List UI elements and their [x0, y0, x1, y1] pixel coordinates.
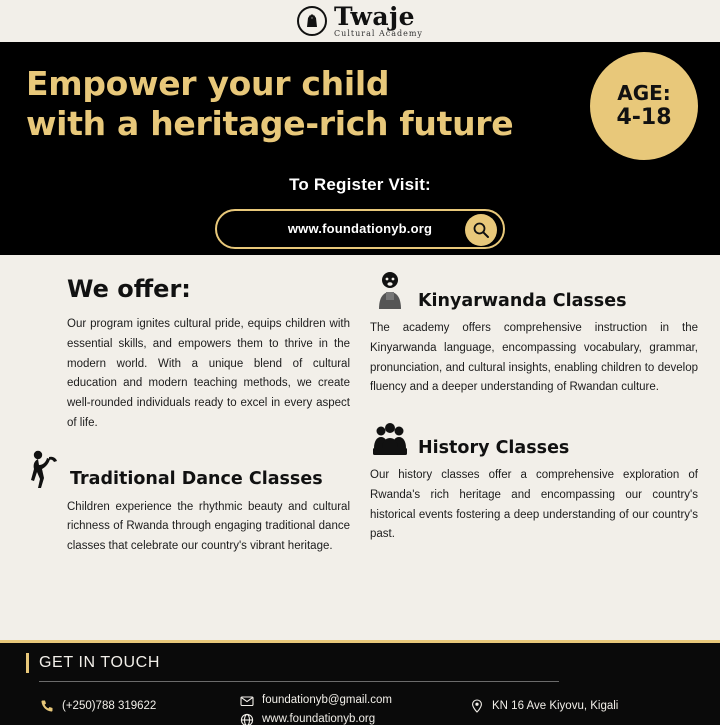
- section-traditional-dance: [22, 448, 350, 557]
- address-text: KN 16 Ave Kiyovu, Kigali: [492, 700, 619, 712]
- we-offer-body: Our program ignites cultural pride, equips children with essential skills, and empowers them to thrive in the modern world. With a unique blend of cultural education and modern teaching methods, we create well-rounded individuals ready to excel in every aspect of life.: [67, 318, 350, 429]
- headline-line-2: with a heritage-rich future: [26, 104, 514, 144]
- get-in-touch-text: GET IN TOUCH: [39, 654, 160, 671]
- contact-website[interactable]: [239, 710, 469, 725]
- dancer-icon: [22, 448, 62, 490]
- contact-phone[interactable]: [39, 691, 239, 716]
- website-url-text: www.foundationyb.org: [287, 221, 433, 236]
- brand-text: [334, 4, 423, 38]
- group-people-icon: [370, 416, 410, 458]
- logo-bar: [0, 0, 720, 42]
- hero-section: [0, 42, 720, 255]
- footer-divider: [39, 681, 559, 682]
- we-offer-title: We offer:: [67, 275, 191, 303]
- globe-icon: [239, 711, 255, 725]
- section-header: [370, 269, 698, 311]
- section-kinyarwanda: [370, 269, 698, 398]
- contact-address[interactable]: [469, 691, 694, 716]
- search-icon[interactable]: [465, 214, 497, 246]
- section-title: Traditional Dance Classes: [70, 469, 323, 490]
- phone-icon: [39, 697, 55, 713]
- footer: [0, 640, 720, 725]
- email-address: foundationyb@gmail.com: [262, 694, 392, 706]
- location-pin-icon: [469, 697, 485, 713]
- website-address: www.foundationyb.org: [262, 712, 376, 725]
- contact-list: [26, 691, 694, 725]
- section-body: The academy offers comprehensive instruction in the Kinyarwanda language, encompassing vocabulary, grammar, pronunciation, and cultural insights, enabling children to develop fluency and a deeper understanding of Rwandan culture.: [370, 322, 698, 394]
- section-header: [370, 416, 698, 458]
- envelope-icon: [239, 692, 255, 708]
- left-column: [22, 269, 350, 640]
- accent-bar: [26, 653, 29, 673]
- right-column: [370, 269, 698, 640]
- section-body: Children experience the rhythmic beauty and cultural richness of Rwanda through engaging traditional dance classes that celebrate our country's vibrant heritage.: [67, 500, 350, 553]
- contact-online: [239, 691, 469, 725]
- get-in-touch-heading: [26, 653, 694, 673]
- brand-tagline: Cultural Academy: [334, 29, 423, 38]
- age-badge-value: 4-18: [616, 104, 672, 130]
- brand-name: Twaje: [334, 2, 416, 31]
- section-history: [370, 416, 698, 545]
- section-title: History Classes: [418, 437, 570, 458]
- section-header: [22, 448, 350, 490]
- section-title: Kinyarwanda Classes: [418, 290, 627, 311]
- content-area: [0, 255, 720, 640]
- contact-email[interactable]: [239, 691, 469, 710]
- website-url-pill[interactable]: [215, 209, 505, 249]
- child-speaking-icon: [370, 269, 410, 311]
- logo-mark-icon: [297, 6, 327, 36]
- headline-line-1: Empower your child: [26, 64, 390, 103]
- section-body: Our history classes offer a comprehensive exploration of Rwanda's rich heritage and encompassing our country's historical events fostering a deep understanding of our country's past.: [370, 469, 698, 541]
- phone-number: (+250)788 319622: [62, 700, 157, 712]
- register-heading: To Register Visit:: [289, 174, 431, 194]
- headline: [26, 64, 586, 145]
- age-badge-label: AGE:: [617, 80, 671, 105]
- brand-logo: [297, 4, 423, 38]
- age-badge: [590, 52, 698, 160]
